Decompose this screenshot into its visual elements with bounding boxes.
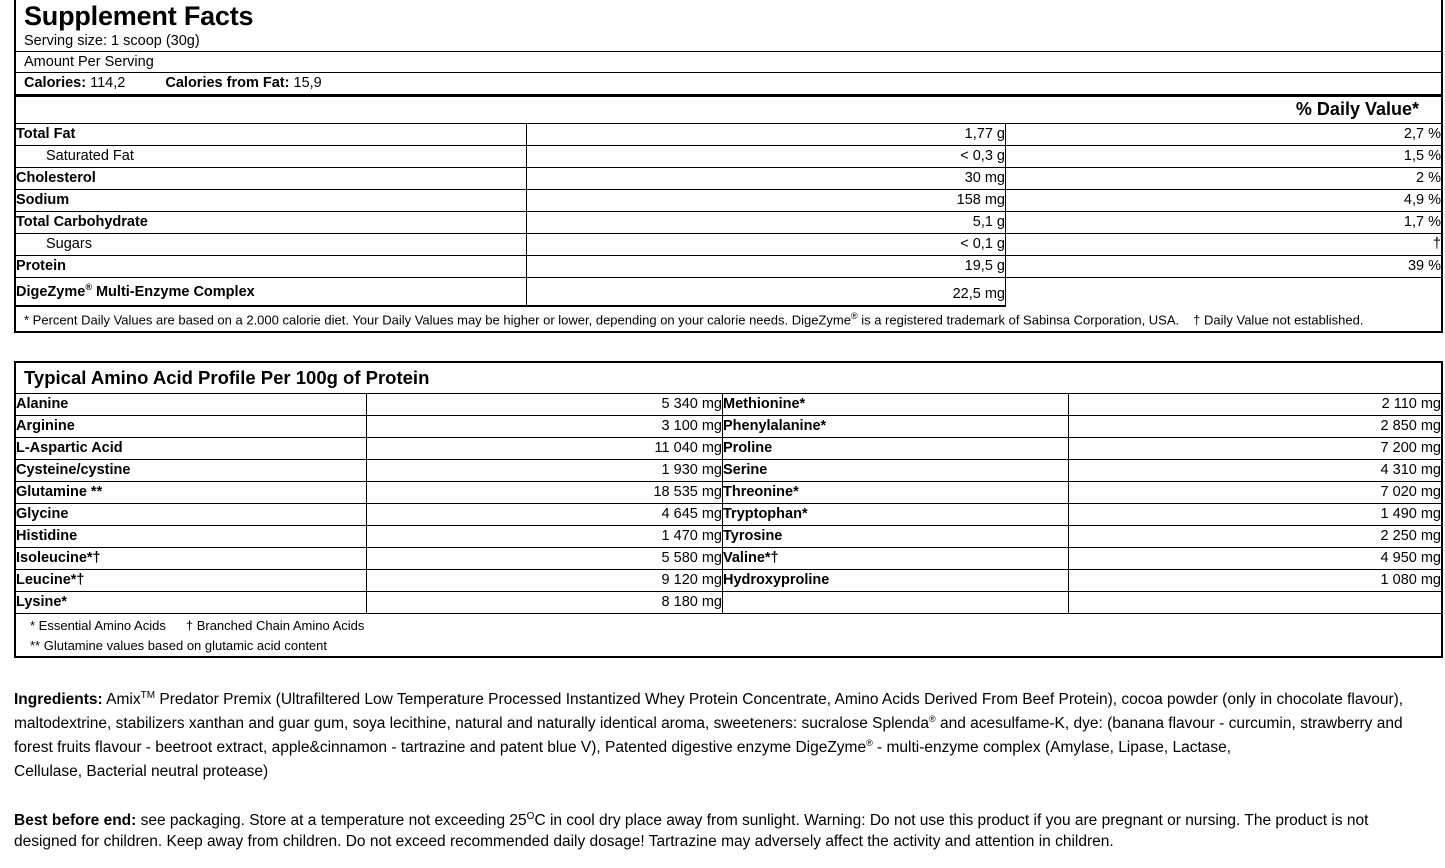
calories-value: 114,2 [90, 75, 126, 92]
table-row [16, 438, 1441, 460]
amino-acid-name: Arginine [16, 416, 367, 438]
trademark-icon: TM [140, 690, 156, 702]
footnote-line-1 [30, 617, 1441, 637]
table-row [16, 482, 1441, 504]
nutrient-daily-value: 1,7 % [1006, 212, 1442, 234]
amino-acid-name: Glycine [16, 504, 367, 526]
nutrient-amount: 1,77 g [527, 124, 1006, 146]
table-row [16, 416, 1441, 438]
best-before-section [8, 810, 1437, 851]
enzyme-name-rest: Multi-Enzyme Complex [91, 284, 255, 301]
nutrient-daily-value: † [1006, 234, 1442, 256]
ingredients-brand: Amix [106, 691, 141, 709]
table-row [16, 592, 1441, 614]
supplement-facts-panel [14, 0, 1443, 333]
amino-acid-value: 7 020 mg [1069, 482, 1442, 504]
amino-acid-value: 4 645 mg [367, 504, 723, 526]
nutrient-name: Cholesterol [16, 168, 527, 190]
calories-from-fat-label: Calories from Fat: [165, 75, 290, 92]
nutrient-amount: < 0,3 g [527, 146, 1006, 168]
nutrient-daily-value: 2 % [1006, 168, 1442, 190]
amino-acid-name: Alanine [16, 394, 367, 416]
amino-acid-name: Isoleucine*† [16, 548, 367, 570]
nutrient-name: Sodium [16, 190, 527, 212]
amino-acid-name: Tryptophan* [723, 504, 1069, 526]
amino-acid-value: 4 310 mg [1069, 460, 1442, 482]
amino-acid-value: 3 100 mg [367, 416, 723, 438]
amino-acid-value: 18 535 mg [367, 482, 723, 504]
nutrient-name: Total Fat [16, 124, 527, 146]
footnote-essential: * Essential Amino Acids [30, 618, 166, 634]
footnote-bcaa: † Branched Chain Amino Acids [185, 618, 365, 634]
amino-acid-name: Cysteine/cystine [16, 460, 367, 482]
ingredients-text-2: and acesulfame-K, dye: (banana flavour - curcumin, strawberry and forest fruits flavour - beetroot extract, apple&cinnamon - tartrazine and patent blue V), Patented digestive enzyme DigeZyme [14, 715, 1403, 757]
table-row [16, 460, 1441, 482]
amino-acid-value: 1 490 mg [1069, 504, 1442, 526]
table-row [16, 394, 1441, 416]
nutrient-amount: 30 mg [527, 168, 1006, 190]
nutrient-name: Protein [16, 256, 527, 278]
nutrient-name: Sugars [16, 234, 527, 256]
amino-acid-profile-title: Typical Amino Acid Profile Per 100g of Protein [24, 367, 430, 389]
enzyme-amount: 22,5 mg [527, 278, 1006, 306]
nutrient-amount: < 0,1 g [527, 234, 1006, 256]
amino-acid-name: Methionine* [723, 394, 1069, 416]
amino-acid-name: Valine*† [723, 548, 1069, 570]
table-row [16, 190, 1441, 212]
amino-acid-value: 2 110 mg [1069, 394, 1442, 416]
nutrient-name: Saturated Fat [16, 146, 527, 168]
nutrient-daily-value: 39 % [1006, 256, 1442, 278]
amino-acid-value: 1 080 mg [1069, 570, 1442, 592]
daily-value-header: % Daily Value* [16, 97, 1441, 124]
amino-acid-footnotes [16, 613, 1441, 656]
amino-acid-name: Phenylalanine* [723, 416, 1069, 438]
serving-size: Serving size: 1 scoop (30g) [24, 33, 200, 50]
amino-acid-name: Hydroxyproline [723, 570, 1069, 592]
amino-acid-value: 1 930 mg [367, 460, 723, 482]
enzyme-brand: DigeZyme [16, 284, 86, 301]
amino-acid-profile-panel [14, 361, 1443, 658]
amino-acid-value: 5 580 mg [367, 548, 723, 570]
supplement-facts-footnote [16, 307, 1441, 331]
amino-acid-name: Leucine*† [16, 570, 367, 592]
amino-acid-value: 4 950 mg [1069, 548, 1442, 570]
amino-acid-value: 5 340 mg [367, 394, 723, 416]
best-before-text-1: see packaging. Store at a temperature not exceeding 25 [136, 812, 527, 830]
registered-trademark-icon: ® [929, 714, 936, 725]
table-row [16, 146, 1441, 168]
table-row [16, 124, 1441, 146]
amino-acid-name: Threonine* [723, 482, 1069, 504]
amino-acid-value [1069, 592, 1442, 614]
nutrient-daily-value: 2,7 % [1006, 124, 1442, 146]
footnote-text-3: † Daily Value not established. [1193, 312, 1364, 328]
table-row [16, 548, 1441, 570]
ingredients-label: Ingredients: [14, 691, 103, 709]
amino-acid-name: Serine [723, 460, 1069, 482]
best-before-label: Best before end: [14, 812, 137, 830]
footnote-text-2: is a registered trademark of Sabinsa Corporation, USA. [857, 312, 1180, 328]
registered-trademark-icon: ® [85, 282, 92, 293]
registered-trademark-icon: ® [850, 311, 858, 322]
table-row [16, 256, 1441, 278]
best-before-text-2: C in cool dry place away from sunlight. Warning: Do not use this product if you are pregnant or nursing. The product is not designed for children. Keep away from children. Do not exceed recommended daily dosage! Tartrazine may adversely affect the activity and attention in children. [14, 812, 1369, 850]
ingredients-text-4: Cellulase, Bacterial neutral protease) [14, 763, 269, 781]
degree-icon: O [526, 811, 535, 823]
nutrient-daily-value: 4,9 % [1006, 190, 1442, 212]
amino-acid-name: Lysine* [16, 592, 367, 614]
amino-acid-name: L-Aspartic Acid [16, 438, 367, 460]
ingredients-section [8, 688, 1437, 784]
ingredients-text-1: Predator Premix (Ultrafiltered Low Temperature Processed Instantized Whey Protein Concentrate, Amino Acids Derived From Beef Protein), cocoa powder (only in chocolate flavour), maltodextrine, stabilizers xanthan and guar gum, soya lecithine, natural and naturally identical aroma, sweeteners: sucralose Splenda [14, 691, 1404, 733]
table-row [16, 570, 1441, 592]
amino-acid-value: 1 470 mg [367, 526, 723, 548]
amino-acid-name: Tyrosine [723, 526, 1069, 548]
nutrient-amount: 19,5 g [527, 256, 1006, 278]
registered-trademark-icon: ® [866, 738, 873, 749]
footnote-glutamine: ** Glutamine values based on glutamic acid content [30, 637, 328, 653]
table-row [16, 526, 1441, 548]
amino-acid-name: Histidine [16, 526, 367, 548]
enzyme-daily-value [1006, 278, 1442, 306]
amino-acid-name: Glutamine ** [16, 482, 367, 504]
amino-acid-name: Proline [723, 438, 1069, 460]
nutrient-amount: 5,1 g [527, 212, 1006, 234]
ingredients-text-3: - multi-enzyme complex (Amylase, Lipase, Lactase, [872, 739, 1232, 757]
nutrition-table [16, 124, 1441, 307]
footnote-text-1: * Percent Daily Values are based on a 2.000 calorie diet. Your Daily Values may be higher or lower, depending on your calorie needs. DigeZyme [24, 312, 851, 328]
table-row [16, 504, 1441, 526]
table-row [16, 168, 1441, 190]
amino-acid-value: 8 180 mg [367, 592, 723, 614]
enzyme-complex-name [16, 278, 527, 306]
calories-row [16, 72, 1441, 97]
amount-per-serving: Amount Per Serving [16, 51, 1441, 72]
amino-acid-value: 2 850 mg [1069, 416, 1442, 438]
table-row [16, 234, 1441, 256]
calories-from-fat-value: 15,9 [293, 75, 322, 92]
amino-acid-name [723, 592, 1069, 614]
nutrient-daily-value: 1,5 % [1006, 146, 1442, 168]
table-row-enzyme [16, 278, 1441, 306]
amino-acid-value: 7 200 mg [1069, 438, 1442, 460]
nutrient-amount: 158 mg [527, 190, 1006, 212]
amino-acid-value: 11 040 mg [367, 438, 723, 460]
amino-acid-table [16, 393, 1441, 613]
calories-label: Calories: [24, 75, 87, 92]
nutrient-name: Total Carbohydrate [16, 212, 527, 234]
supplement-facts-title: Supplement Facts [24, 1, 254, 31]
table-row [16, 212, 1441, 234]
amino-acid-value: 2 250 mg [1069, 526, 1442, 548]
amino-acid-value: 9 120 mg [367, 570, 723, 592]
